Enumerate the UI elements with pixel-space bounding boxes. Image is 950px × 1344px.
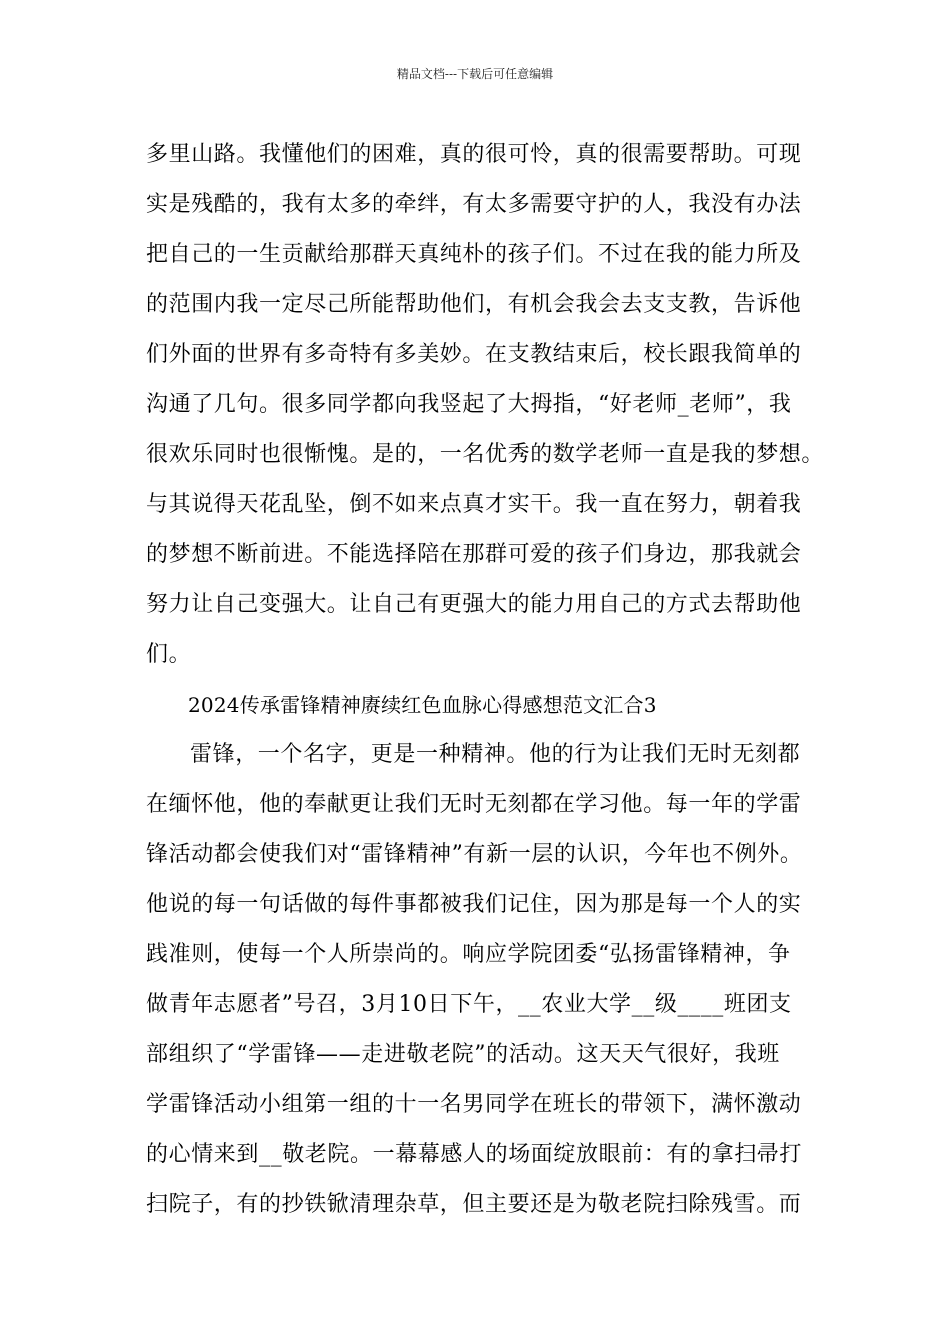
text-line: 做青年志愿者”号召，3月10日下午，__农业大学__级____班团支	[146, 992, 792, 1017]
text-line: 很欢乐同时也很惭愧。是的，一名优秀的数学老师一直是我的梦想。	[146, 442, 825, 467]
text-line: 们。	[146, 642, 192, 667]
text-line: 与其说得天花乱坠，倒不如来点真才实干。我一直在努力，朝着我	[146, 492, 802, 517]
text-line: 实是残酷的，我有太多的牵绊，有太多需要守护的人，我没有办法	[146, 192, 802, 217]
text-line: 扫院子，有的抄铁锨清理杂草，但主要还是为敬老院扫除残雪。而	[146, 1192, 802, 1217]
document-body	[146, 130, 826, 1230]
section-heading: 2024传承雷锋精神赓续红色血脉心得感想范文汇合3	[188, 693, 657, 717]
text-line: 的梦想不断前进。不能选择陪在那群可爱的孩子们身边，那我就会	[146, 542, 802, 567]
page-header: 精品文档---下载后可任意编辑	[396, 67, 554, 81]
text-line: 沟通了几句。很多同学都向我竖起了大拇指，“好老师_老师”，我	[146, 392, 792, 417]
text-line: 多里山路。我懂他们的困难，真的很可怜，真的很需要帮助。可现	[146, 142, 802, 167]
text-line: 部组织了“学雷锋——走进敬老院”的活动。这天天气很好，我班	[146, 1042, 780, 1067]
text-line: 的心情来到__敬老院。一幕幕感人的场面绽放眼前：有的拿扫帚打	[146, 1142, 803, 1167]
text-line: 把自己的一生贡献给那群天真纯朴的孩子们。不过在我的能力所及	[146, 242, 802, 267]
text-line: 雷锋，一个名字，更是一种精神。他的行为让我们无时无刻都	[190, 742, 801, 767]
text-line: 践准则，使每一个人所崇尚的。响应学院团委“弘扬雷锋精神，争	[146, 942, 791, 967]
text-line: 他说的每一句话做的每件事都被我们记住，因为那是每一个人的实	[146, 892, 802, 917]
text-line: 学雷锋活动小组第一组的十一名男同学在班长的带领下，满怀激动	[146, 1092, 802, 1117]
text-line: 的范围内我一定尽己所能帮助他们，有机会我会去支支教，告诉他	[146, 292, 802, 317]
text-line: 们外面的世界有多奇特有多美妙。在支教结束后，校长跟我简单的	[146, 342, 802, 367]
text-line: 锋活动都会使我们对“雷锋精神”有新一层的认识，今年也不例外。	[146, 842, 803, 867]
text-line: 在缅怀他，他的奉献更让我们无时无刻都在学习他。每一年的学雷	[146, 792, 802, 817]
text-line: 努力让自己变强大。让自己有更强大的能力用自己的方式去帮助他	[146, 592, 802, 617]
